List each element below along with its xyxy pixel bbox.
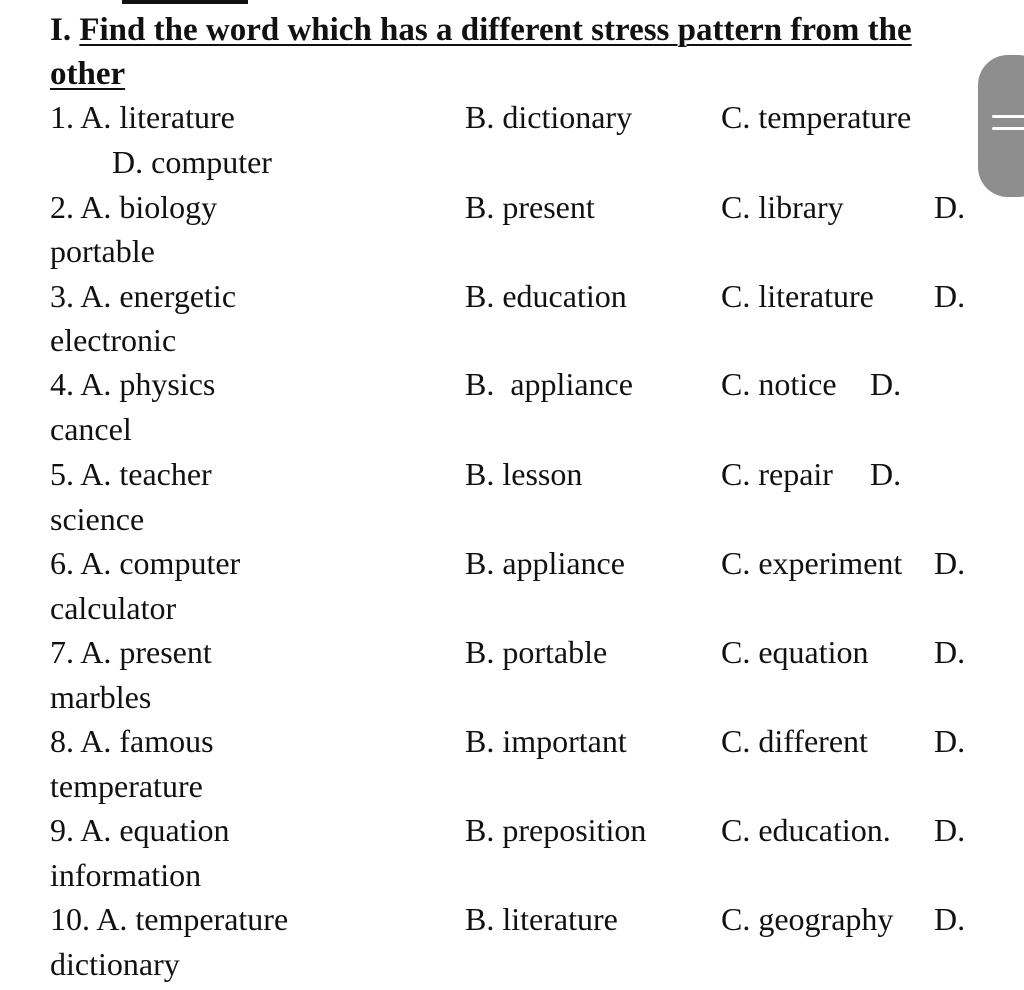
q1-option-b: B. dictionary — [465, 99, 633, 135]
q4-option-d-word: cancel — [50, 411, 132, 447]
q5-option-b: B. lesson — [465, 456, 583, 492]
q10-option-d-label: D. — [934, 901, 966, 937]
q5-option-d-word: science — [50, 501, 145, 537]
q8-option-c: C. different — [721, 723, 868, 759]
q9-option-a: 9. A. equation — [50, 812, 230, 848]
q2-option-c: C. library — [721, 189, 844, 225]
heading-number: I. — [50, 12, 72, 48]
handle-grip-line-bottom — [992, 127, 1024, 130]
q5-option-a: 5. A. teacher — [50, 456, 212, 492]
q6-option-c: C. experiment — [721, 545, 903, 581]
q3-option-d-word: electronic — [50, 322, 177, 358]
q5-option-c: C. repair — [721, 456, 833, 492]
q9-option-b: B. preposition — [465, 812, 647, 848]
handle-grip-line-top — [992, 115, 1024, 118]
q6-option-d-word: calculator — [50, 590, 177, 626]
q7-option-a: 7. A. present — [50, 634, 212, 670]
q7-option-d-word: marbles — [50, 679, 152, 715]
q10-option-c: C. geography — [721, 901, 894, 937]
q1-option-c: C. temperature — [721, 99, 912, 135]
q3-option-a: 3. A. energetic — [50, 278, 237, 314]
q7-option-b: B. portable — [465, 634, 608, 670]
q2-option-b: B. present — [465, 189, 595, 225]
q6-option-a: 6. A. computer — [50, 545, 241, 581]
heading-line-1: Find the word which has a different stress pattern from the — [79, 12, 912, 48]
q8-option-d-word: temperature — [50, 768, 203, 804]
q6-option-b: B. appliance — [465, 545, 625, 581]
q3-option-d-label: D. — [934, 278, 966, 314]
heading-line-2: other — [50, 56, 126, 92]
q4-option-c: C. notice — [721, 366, 837, 402]
exercise-heading — [50, 8, 980, 96]
q1-option-d: D. computer — [112, 144, 272, 180]
q3-option-c: C. literature — [721, 278, 874, 314]
q2-option-d-word: portable — [50, 233, 155, 269]
q8-option-a: 8. A. famous — [50, 723, 214, 759]
q8-option-b: B. important — [465, 723, 627, 759]
q8-option-d-label: D. — [934, 723, 966, 759]
q4-option-d-label: D. — [870, 366, 902, 402]
top-rule — [122, 0, 248, 4]
side-drag-handle[interactable] — [978, 55, 1024, 197]
q7-option-c: C. equation — [721, 634, 869, 670]
q10-option-d-word: dictionary — [50, 946, 180, 982]
q9-option-d-word: information — [50, 857, 202, 893]
q6-option-d-label: D. — [934, 545, 966, 581]
q10-option-b: B. literature — [465, 901, 618, 937]
q2-option-a: 2. A. biology — [50, 189, 218, 225]
q3-option-b: B. education — [465, 278, 627, 314]
q4-option-a: 4. A. physics — [50, 366, 216, 402]
q9-option-c: C. education. — [721, 812, 891, 848]
q7-option-d-label: D. — [934, 634, 966, 670]
q2-option-d-label: D. — [934, 189, 966, 225]
q10-option-a: 10. A. temperature — [50, 901, 289, 937]
q4-option-b: B. appliance — [465, 366, 633, 402]
q9-option-d-label: D. — [934, 812, 966, 848]
q1-option-a: 1. A. literature — [50, 99, 235, 135]
q5-option-d-label: D. — [870, 456, 902, 492]
